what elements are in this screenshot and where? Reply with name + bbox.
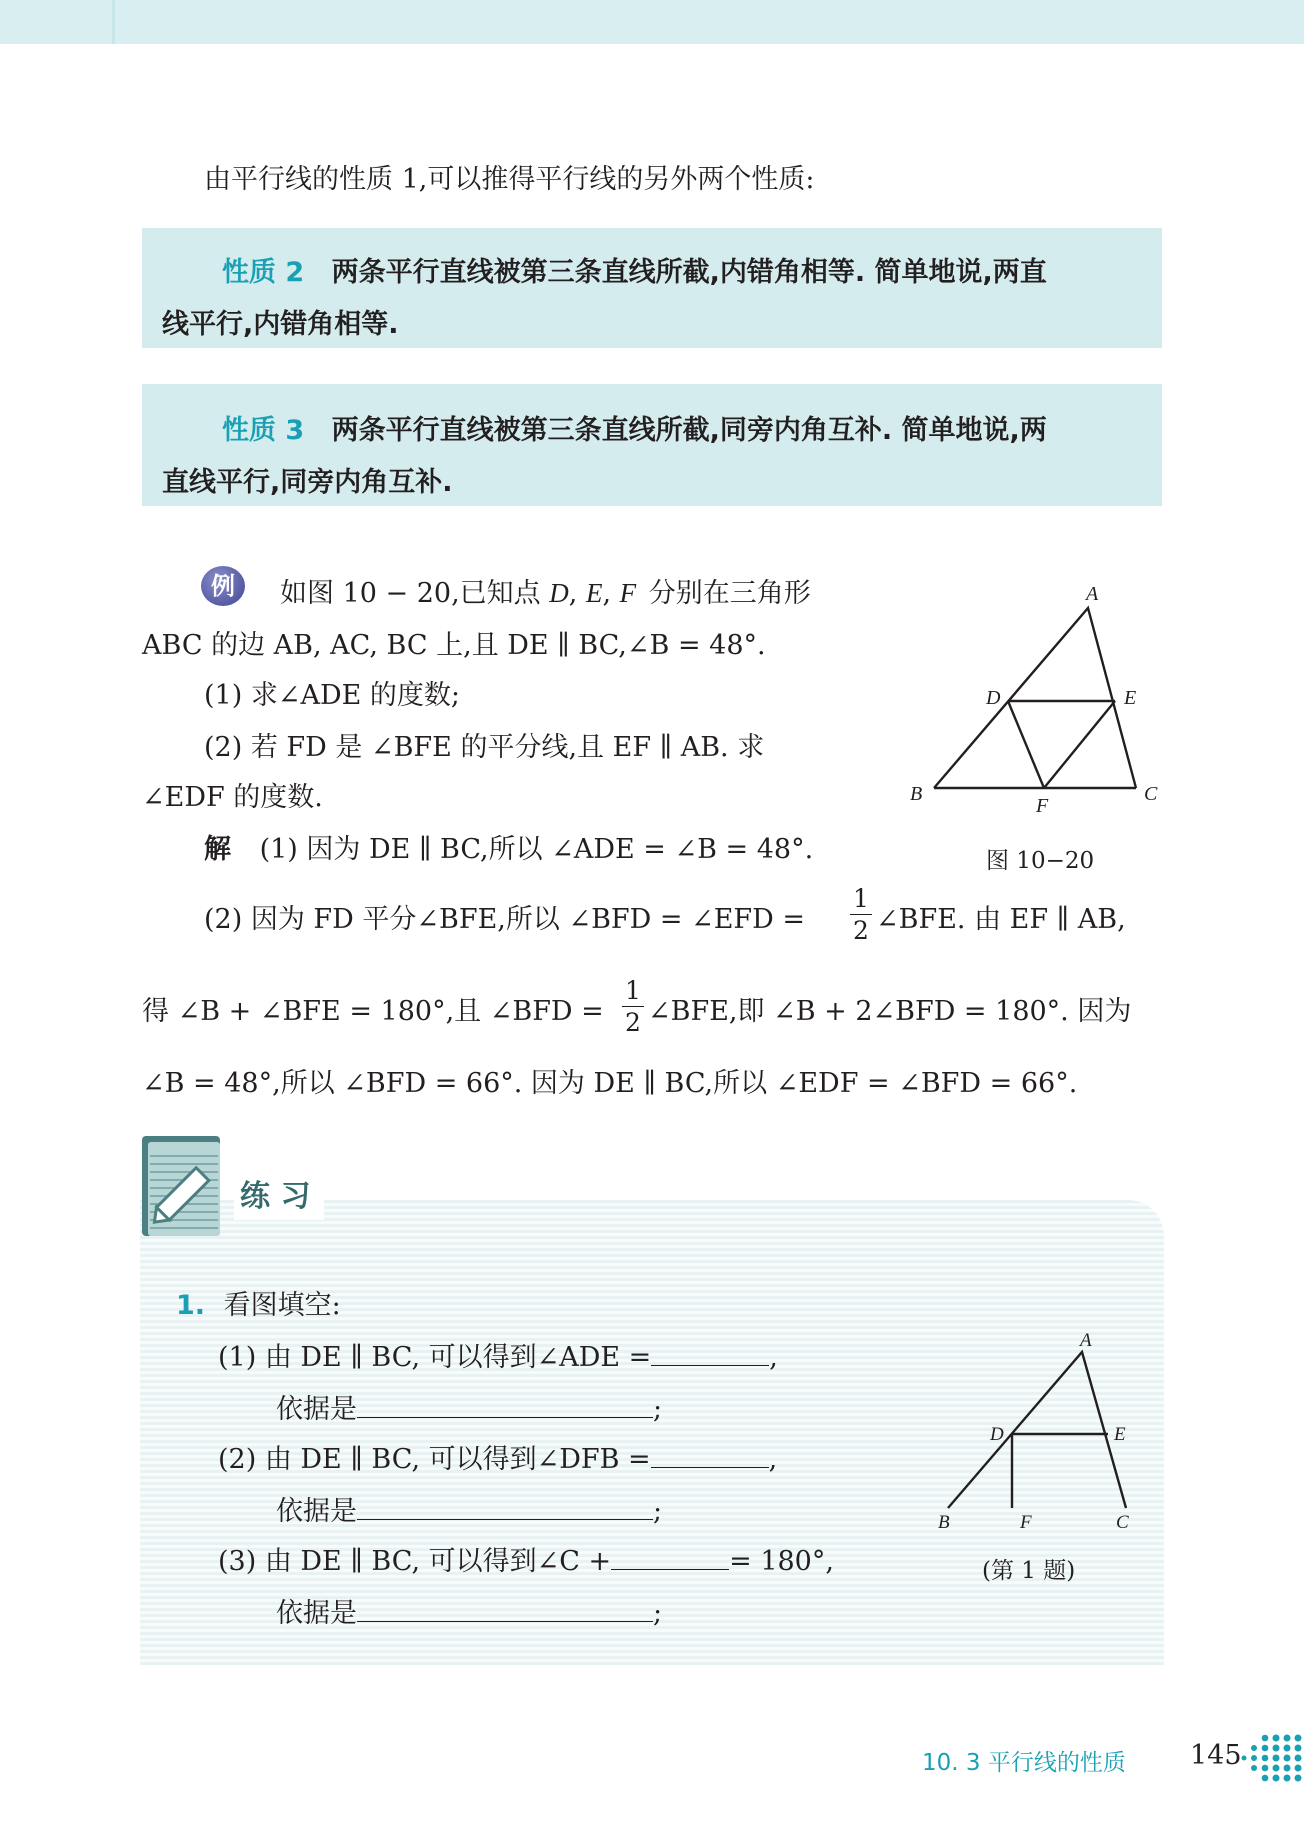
solution-s4: ∠B = 48°,所以 ∠BFD = 66°. 因为 DE ∥ BC,所以 ∠EDF = ∠BFD = 66°.: [142, 1068, 1078, 1099]
example-q2b: ∠EDF 的度数.: [142, 782, 323, 813]
item-1-end: ;: [653, 1394, 663, 1425]
item-3-stem: (3) 由 DE ∥ BC, 可以得到∠C +: [218, 1546, 612, 1577]
solution-s2b: ∠BFE. 由 EF ∥ AB,: [876, 904, 1126, 935]
fig1-label-e: E: [1124, 687, 1137, 709]
item-3-basis-blank[interactable]: [357, 1621, 653, 1622]
fig1-label-c: C: [1144, 783, 1158, 805]
fraction-denominator: 2: [625, 1008, 641, 1037]
solution-s3b: ∠BFE,即 ∠B + 2∠BFD = 180°. 因为: [648, 996, 1132, 1027]
comma: ,: [568, 578, 578, 609]
dot-grid-decoration: [1240, 1730, 1304, 1786]
item-2-stem: (2) 由 DE ∥ BC, 可以得到∠DFB =: [218, 1444, 651, 1475]
segment-ef: [1044, 701, 1115, 788]
point-f-label: F: [619, 578, 637, 608]
triangle-abc: [948, 1352, 1126, 1508]
fraction-half-1: [850, 886, 872, 943]
exercise-title: 练 习: [240, 1179, 311, 1214]
figure-10-20-caption: 图 10−20: [986, 848, 1095, 874]
exercise-number: 1.: [176, 1290, 206, 1321]
page-number: 145: [1190, 1740, 1242, 1771]
fig2-label-e: E: [1114, 1424, 1126, 1445]
property-3-line2: 直线平行,同旁内角互补.: [162, 467, 453, 498]
item-2-answer-blank[interactable]: [651, 1467, 769, 1468]
exercise-item-3: [218, 1548, 834, 1575]
fraction-numerator: 1: [625, 976, 641, 1005]
item-2-basis-blank[interactable]: [357, 1519, 653, 1520]
property-3-box: [142, 384, 1162, 506]
solution-s1: (1) 因为 DE ∥ BC,所以 ∠ADE = ∠B = 48°.: [259, 834, 814, 865]
example-p2: ABC 的边 AB, AC, BC 上,且 DE ∥ BC,∠B = 48°.: [142, 630, 766, 661]
example-q1: (1) 求∠ADE 的度数;: [204, 680, 460, 711]
figure-exercise-1: [930, 1332, 1150, 1532]
item-1-answer-blank[interactable]: [651, 1365, 769, 1366]
property-2-line2: 线平行,内错角相等.: [162, 309, 399, 340]
property-2-line1: 两条平行直线被第三条直线所截,内错角相等. 简单地说,两直: [331, 257, 1047, 288]
point-d-label: D: [549, 578, 569, 608]
fig1-label-b: B: [910, 783, 923, 805]
example-badge: [201, 566, 245, 606]
segment-df: [1008, 701, 1044, 788]
item-1-stem: (1) 由 DE ∥ BC, 可以得到∠ADE =: [218, 1342, 652, 1373]
solution-label: 解: [204, 834, 231, 865]
item-3-tail: = 180°,: [729, 1546, 834, 1577]
pencil-notebook-icon: [142, 1136, 228, 1240]
fig2-label-c: C: [1116, 1512, 1129, 1532]
triangle-abc: [934, 608, 1136, 788]
figure-exercise-1-caption: (第 1 题): [982, 1558, 1076, 1584]
item-3-end: ;: [653, 1598, 663, 1629]
fig1-label-d: D: [986, 687, 1001, 709]
exercise-item-1-basis: [276, 1396, 662, 1423]
point-e-label: E: [585, 578, 603, 608]
example-p1b: 分别在三角形: [648, 578, 811, 609]
fig2-label-a: A: [1080, 1332, 1092, 1351]
solution-s2a: (2) 因为 FD 平分∠BFE,所以 ∠BFD = ∠EFD =: [204, 904, 806, 935]
example-p1a: 如图 10 − 20,已知点: [280, 578, 541, 609]
fig2-label-d: D: [990, 1424, 1004, 1445]
property-2-box: [142, 228, 1162, 348]
item-1-tail: ,: [769, 1342, 778, 1373]
property-2-title: 性质 2: [222, 257, 305, 288]
top-band: [0, 0, 1304, 44]
fraction-half-2: [622, 978, 644, 1035]
intro-text: 由平行线的性质 1,可以推得平行线的另外两个性质:: [204, 164, 815, 195]
fraction-denominator: 2: [853, 916, 869, 945]
fig1-label-a: A: [1086, 583, 1099, 605]
fig1-label-f: F: [1036, 795, 1049, 817]
exercise-item-2-basis: [276, 1498, 662, 1525]
property-3-line1: 两条平行直线被第三条直线所截,同旁内角互补. 简单地说,两: [331, 415, 1047, 446]
item-2-tail: ,: [768, 1444, 778, 1475]
item-3-answer-blank[interactable]: [611, 1569, 729, 1570]
exercise-item-3-basis: [276, 1600, 662, 1627]
example-q2: (2) 若 FD 是 ∠BFE 的平分线,且 EF ∥ AB. 求: [204, 732, 765, 763]
item-3-basis-label: 依据是: [276, 1598, 357, 1629]
exercise-prompt: 看图填空:: [223, 1290, 341, 1321]
solution-s3a: 得 ∠B + ∠BFE = 180°,且 ∠BFD =: [142, 996, 604, 1027]
exercise-item-2: [218, 1446, 777, 1473]
item-1-basis-label: 依据是: [276, 1394, 357, 1425]
figure-10-20: [900, 580, 1180, 880]
fig2-label-f: F: [1020, 1512, 1032, 1532]
property-3-title: 性质 3: [222, 415, 305, 446]
item-2-end: ;: [653, 1496, 663, 1527]
fraction-numerator: 1: [853, 884, 869, 913]
item-1-basis-blank[interactable]: [357, 1417, 653, 1418]
fig2-label-b: B: [938, 1512, 950, 1532]
exercise-item-1: [218, 1344, 778, 1371]
item-2-basis-label: 依据是: [276, 1496, 357, 1527]
example-badge-label: 例: [211, 572, 235, 600]
footer-section-title: 10. 3 平行线的性质: [922, 1750, 1126, 1776]
comma: ,: [602, 578, 612, 609]
